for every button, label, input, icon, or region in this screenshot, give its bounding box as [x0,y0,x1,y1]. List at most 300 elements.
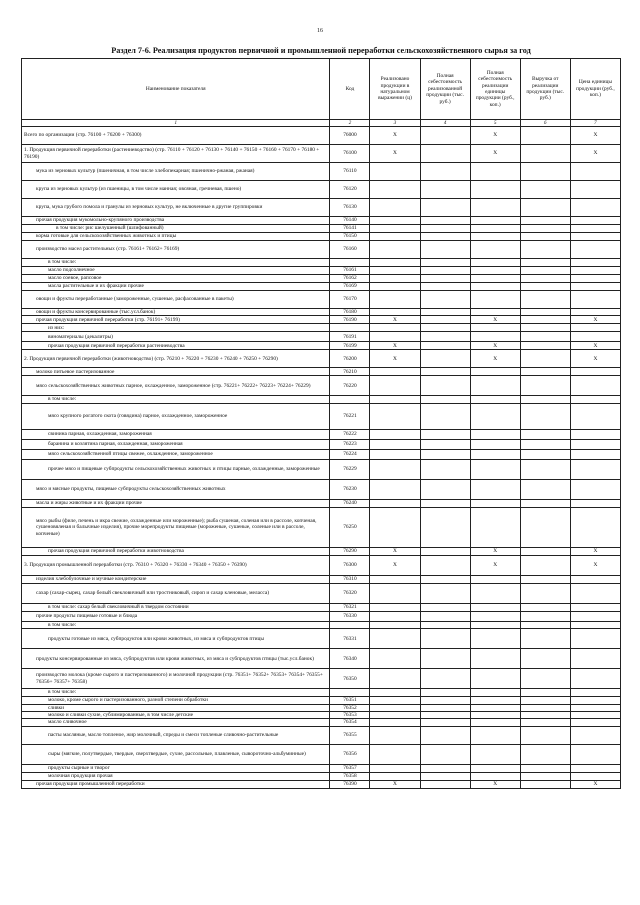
value-cell[interactable] [520,324,570,332]
row-name: виноматериалы (декалитры) [22,332,330,342]
row-name: прочая продукция мукомольно-крупяного производства [22,217,330,225]
row-name: овощи и фрукты консервированные (тыс.усл.банок) [22,309,330,316]
value-cell[interactable] [470,583,520,603]
value-cell[interactable] [420,291,470,309]
value-cell[interactable] [570,199,620,217]
value-cell[interactable] [570,499,620,507]
value-cell[interactable] [570,275,620,283]
row-code: 76199 [330,342,370,350]
value-cell[interactable] [570,332,620,342]
table-row [22,764,621,772]
value-cell[interactable]: X [470,555,520,575]
value-cell[interactable] [470,719,520,726]
value-cell[interactable] [420,403,470,429]
page-number: 16 [317,28,323,34]
value-cell[interactable] [370,499,420,507]
value-cell[interactable] [570,396,620,403]
value-cell[interactable] [470,225,520,233]
value-cell[interactable] [420,225,470,233]
value-cell[interactable] [470,368,520,376]
value-cell[interactable] [370,726,420,744]
value-cell[interactable] [370,583,420,603]
value-cell[interactable] [470,259,520,267]
value-cell[interactable] [370,704,420,711]
value-cell[interactable] [370,669,420,689]
value-cell[interactable] [520,181,570,199]
value-cell[interactable] [470,704,520,711]
row-name: свинина парная, охлажденная, замороженная [22,429,330,439]
value-cell[interactable]: X [570,350,620,368]
value-cell[interactable] [370,163,420,181]
value-cell[interactable] [420,772,470,780]
value-cell[interactable] [520,764,570,772]
table-row [22,712,621,719]
value-cell[interactable] [370,241,420,259]
value-cell[interactable] [520,225,570,233]
value-cell[interactable]: X [370,342,420,350]
value-cell[interactable] [520,649,570,669]
value-cell[interactable] [570,376,620,396]
value-cell[interactable] [520,780,570,788]
value-cell[interactable] [420,342,470,350]
value-cell[interactable] [470,621,520,628]
value-cell[interactable] [370,772,420,780]
value-cell[interactable] [370,199,420,217]
value-cell[interactable] [420,669,470,689]
value-cell[interactable] [520,719,570,726]
value-cell[interactable] [520,127,570,145]
value-cell[interactable] [570,689,620,696]
value-cell[interactable] [370,217,420,225]
value-cell[interactable] [570,459,620,479]
value-cell[interactable] [420,583,470,603]
value-cell[interactable] [420,744,470,764]
value-cell[interactable] [470,575,520,583]
value-cell[interactable] [570,583,620,603]
row-name: продукты сырные и творог [22,764,330,772]
value-cell[interactable] [520,145,570,163]
row-code [330,324,370,332]
value-cell[interactable] [420,719,470,726]
value-cell[interactable] [520,696,570,704]
value-cell[interactable] [420,499,470,507]
value-cell[interactable]: X [570,145,620,163]
value-cell[interactable] [570,726,620,744]
value-cell[interactable]: X [570,780,620,788]
value-cell[interactable] [570,611,620,621]
value-cell[interactable] [420,712,470,719]
value-cell[interactable] [520,449,570,459]
value-cell[interactable] [520,350,570,368]
table-row [22,368,621,376]
row-code: 76356 [330,744,370,764]
value-cell[interactable] [420,316,470,324]
value-cell[interactable] [420,603,470,611]
value-cell[interactable] [370,396,420,403]
row-code: 76141 [330,225,370,233]
value-cell[interactable] [420,547,470,555]
value-cell[interactable] [370,575,420,583]
value-cell[interactable] [570,449,620,459]
value-cell[interactable] [570,649,620,669]
value-cell[interactable] [370,449,420,459]
row-code: 76351 [330,696,370,704]
value-cell[interactable] [370,275,420,283]
value-cell[interactable] [520,547,570,555]
value-cell[interactable] [470,696,520,704]
table-row [22,555,621,575]
value-cell[interactable] [370,744,420,764]
value-cell[interactable] [370,479,420,499]
value-cell[interactable] [420,350,470,368]
value-cell[interactable] [370,507,420,547]
value-cell[interactable] [470,611,520,621]
row-code [330,259,370,267]
value-cell[interactable] [520,603,570,611]
value-cell[interactable] [420,629,470,649]
value-cell[interactable] [570,603,620,611]
value-cell[interactable] [370,689,420,696]
value-cell[interactable] [520,555,570,575]
value-cell[interactable] [520,259,570,267]
value-cell[interactable] [570,575,620,583]
row-name: мясо рыбы (филе, печень и икра свежие, охлажденные или мороженные); рыба сушеная, соленая или в рассоле, копченая, сушеновяленая и балычные изделия), прочие морепродукты пищевые (мороженые, сушеные, соленые или в рассоле, копченые) [22,507,330,547]
value-cell[interactable] [570,744,620,764]
value-cell[interactable]: X [570,555,620,575]
value-cell[interactable] [370,629,420,649]
value-cell[interactable] [420,259,470,267]
value-cell[interactable] [370,283,420,291]
row-name: в том числе: [22,621,330,628]
value-cell[interactable]: X [470,316,520,324]
value-cell[interactable] [520,712,570,719]
value-cell[interactable] [420,332,470,342]
value-cell[interactable] [420,689,470,696]
value-cell[interactable]: X [370,145,420,163]
value-cell[interactable] [570,324,620,332]
value-cell[interactable] [420,241,470,259]
value-cell[interactable]: X [570,547,620,555]
value-cell[interactable] [520,396,570,403]
value-cell[interactable] [520,376,570,396]
value-cell[interactable] [420,376,470,396]
value-cell[interactable] [470,283,520,291]
value-cell[interactable] [570,772,620,780]
value-cell[interactable] [470,324,520,332]
value-cell[interactable] [470,403,520,429]
value-cell[interactable] [420,127,470,145]
value-cell[interactable] [370,459,420,479]
value-cell[interactable] [570,403,620,429]
value-cell[interactable] [520,368,570,376]
value-cell[interactable] [420,145,470,163]
value-cell[interactable] [420,696,470,704]
value-cell[interactable] [520,575,570,583]
column-number: 1 [22,120,330,127]
value-cell[interactable] [420,163,470,181]
value-cell[interactable] [520,611,570,621]
value-cell[interactable] [470,689,520,696]
table-row [22,689,621,696]
value-cell[interactable] [470,439,520,449]
value-cell[interactable] [520,621,570,628]
value-cell[interactable] [520,439,570,449]
header-revenue: Выручка от реализации продукции (тыс. руб.) [520,59,570,120]
column-number: 3 [370,120,420,127]
value-cell[interactable] [570,217,620,225]
value-cell[interactable] [520,583,570,603]
value-cell[interactable] [370,259,420,267]
value-cell[interactable] [570,309,620,316]
value-cell[interactable] [470,669,520,689]
value-cell[interactable] [570,507,620,547]
value-cell[interactable] [420,764,470,772]
value-cell[interactable] [520,309,570,316]
value-cell[interactable] [520,689,570,696]
value-cell[interactable]: X [370,547,420,555]
table-row [22,309,621,316]
row-code: 76110 [330,163,370,181]
value-cell[interactable] [520,499,570,507]
value-cell[interactable] [520,332,570,342]
value-cell[interactable] [370,332,420,342]
value-cell[interactable] [420,555,470,575]
value-cell[interactable] [420,233,470,241]
value-cell[interactable] [520,163,570,181]
value-cell[interactable] [420,275,470,283]
value-cell[interactable] [520,629,570,649]
value-cell[interactable] [570,429,620,439]
value-cell[interactable]: X [370,555,420,575]
value-cell[interactable] [470,764,520,772]
value-cell[interactable] [520,316,570,324]
value-cell[interactable] [420,780,470,788]
value-cell[interactable] [420,309,470,316]
value-cell[interactable] [520,241,570,259]
value-cell[interactable]: X [570,127,620,145]
value-cell[interactable] [570,291,620,309]
value-cell[interactable] [370,267,420,275]
value-cell[interactable] [470,449,520,459]
value-cell[interactable] [370,621,420,628]
value-cell[interactable]: X [470,780,520,788]
table-row [22,429,621,439]
value-cell[interactable] [370,291,420,309]
value-cell[interactable] [470,163,520,181]
value-cell[interactable] [470,772,520,780]
value-cell[interactable] [570,669,620,689]
value-cell[interactable] [420,429,470,439]
row-name: масла и жиры животные и их фракции прочие [22,499,330,507]
value-cell[interactable] [570,233,620,241]
row-code: 76321 [330,603,370,611]
value-cell[interactable]: X [470,547,520,555]
value-cell[interactable] [520,704,570,711]
value-cell[interactable]: X [370,316,420,324]
value-cell[interactable] [370,233,420,241]
value-cell[interactable] [570,479,620,499]
value-cell[interactable] [520,429,570,439]
row-name: молочная продукция прочая [22,772,330,780]
row-code: 76180 [330,309,370,316]
row-name: пасты масляные, масло топленое, жир молочный, спреды и смеси топленые сливочно-растительные [22,726,330,744]
value-cell[interactable] [470,291,520,309]
row-code: 76330 [330,611,370,621]
value-cell[interactable] [520,507,570,547]
value-cell[interactable] [570,368,620,376]
value-cell[interactable]: X [370,350,420,368]
value-cell[interactable] [570,267,620,275]
value-cell[interactable] [370,429,420,439]
value-cell[interactable] [570,163,620,181]
value-cell[interactable] [520,199,570,217]
value-cell[interactable] [520,403,570,429]
value-cell[interactable] [520,342,570,350]
value-cell[interactable] [420,181,470,199]
value-cell[interactable] [470,217,520,225]
value-cell[interactable]: X [470,342,520,350]
value-cell[interactable] [470,429,520,439]
value-cell[interactable] [370,368,420,376]
table-row [22,507,621,547]
value-cell[interactable] [470,479,520,499]
table-row [22,547,621,555]
row-name: 1. Продукция первичной переработки (растениеводство) (стр. 76110 + 76120 + 76130 + 76140 + 76150 + 76160 + 76170 + 76180 + 76190) [22,145,330,163]
row-name: из них: [22,324,330,332]
value-cell[interactable]: X [470,127,520,145]
value-cell[interactable] [470,332,520,342]
table-row [22,291,621,309]
value-cell[interactable] [370,696,420,704]
value-cell[interactable] [570,621,620,628]
value-cell[interactable] [370,712,420,719]
value-cell[interactable] [470,396,520,403]
value-cell[interactable] [370,324,420,332]
value-cell[interactable] [570,712,620,719]
value-cell[interactable] [420,368,470,376]
value-cell[interactable]: X [370,780,420,788]
value-cell[interactable] [520,283,570,291]
value-cell[interactable] [520,772,570,780]
row-name: масло сливочное [22,719,330,726]
value-cell[interactable] [370,649,420,669]
value-cell[interactable] [520,669,570,689]
value-cell[interactable] [520,744,570,764]
value-cell[interactable] [420,649,470,669]
value-cell[interactable] [470,181,520,199]
value-cell[interactable] [420,283,470,291]
value-cell[interactable] [470,241,520,259]
value-cell[interactable] [520,726,570,744]
section-title: Раздел 7-6. Реализация продуктов первичной и промышленной переработки сельскохозяйственного сырья за год [111,46,531,55]
value-cell[interactable] [470,309,520,316]
value-cell[interactable]: X [470,145,520,163]
value-cell[interactable] [570,719,620,726]
value-cell[interactable] [470,267,520,275]
value-cell[interactable] [570,283,620,291]
value-cell[interactable] [570,259,620,267]
value-cell[interactable] [420,199,470,217]
value-cell[interactable] [420,479,470,499]
value-cell[interactable] [370,764,420,772]
table-row [22,603,621,611]
value-cell[interactable] [520,275,570,283]
table-row [22,449,621,459]
value-cell[interactable] [370,403,420,429]
value-cell[interactable] [470,649,520,669]
value-cell[interactable] [570,629,620,649]
row-name: в том числе: сахар белый свекловичный в твердом состоянии [22,603,330,611]
value-cell[interactable] [570,439,620,449]
value-cell[interactable] [570,696,620,704]
value-cell[interactable] [470,744,520,764]
value-cell[interactable] [370,309,420,316]
value-cell[interactable] [370,225,420,233]
value-cell[interactable] [470,233,520,241]
value-cell[interactable] [520,479,570,499]
value-cell[interactable] [420,611,470,621]
value-cell[interactable] [470,507,520,547]
value-cell[interactable] [470,199,520,217]
value-cell[interactable] [470,459,520,479]
value-cell[interactable] [370,181,420,199]
value-cell[interactable] [520,267,570,275]
value-cell[interactable] [520,459,570,479]
value-cell[interactable] [420,449,470,459]
value-cell[interactable] [470,499,520,507]
value-cell[interactable] [470,629,520,649]
row-code: 76150 [330,233,370,241]
value-cell[interactable] [420,217,470,225]
value-cell[interactable] [520,291,570,309]
value-cell[interactable] [420,267,470,275]
value-cell[interactable] [470,726,520,744]
value-cell[interactable] [470,376,520,396]
row-code: 76162 [330,275,370,283]
value-cell[interactable] [420,726,470,744]
value-cell[interactable] [420,396,470,403]
value-cell[interactable]: X [470,350,520,368]
value-cell[interactable] [370,611,420,621]
value-cell[interactable] [520,233,570,241]
value-cell[interactable]: X [570,342,620,350]
value-cell[interactable] [520,217,570,225]
row-name: прочее мясо и пищевые субпродукты сельскохозяйственных животных и птицы парные, охлажденные, замороженные [22,459,330,479]
value-cell[interactable] [570,241,620,259]
value-cell[interactable] [370,376,420,396]
value-cell[interactable] [570,181,620,199]
row-code: 76354 [330,719,370,726]
value-cell[interactable] [420,704,470,711]
value-cell[interactable] [470,603,520,611]
value-cell[interactable] [370,719,420,726]
value-cell[interactable]: X [370,127,420,145]
value-cell[interactable] [470,275,520,283]
value-cell[interactable] [420,575,470,583]
value-cell[interactable] [570,704,620,711]
value-cell[interactable] [370,439,420,449]
value-cell[interactable] [570,764,620,772]
value-cell[interactable] [470,712,520,719]
value-cell[interactable] [420,507,470,547]
value-cell[interactable]: X [570,316,620,324]
value-cell[interactable] [570,225,620,233]
value-cell[interactable] [420,439,470,449]
value-cell[interactable] [420,459,470,479]
value-cell[interactable] [420,324,470,332]
value-cell[interactable] [370,603,420,611]
value-cell[interactable] [420,621,470,628]
